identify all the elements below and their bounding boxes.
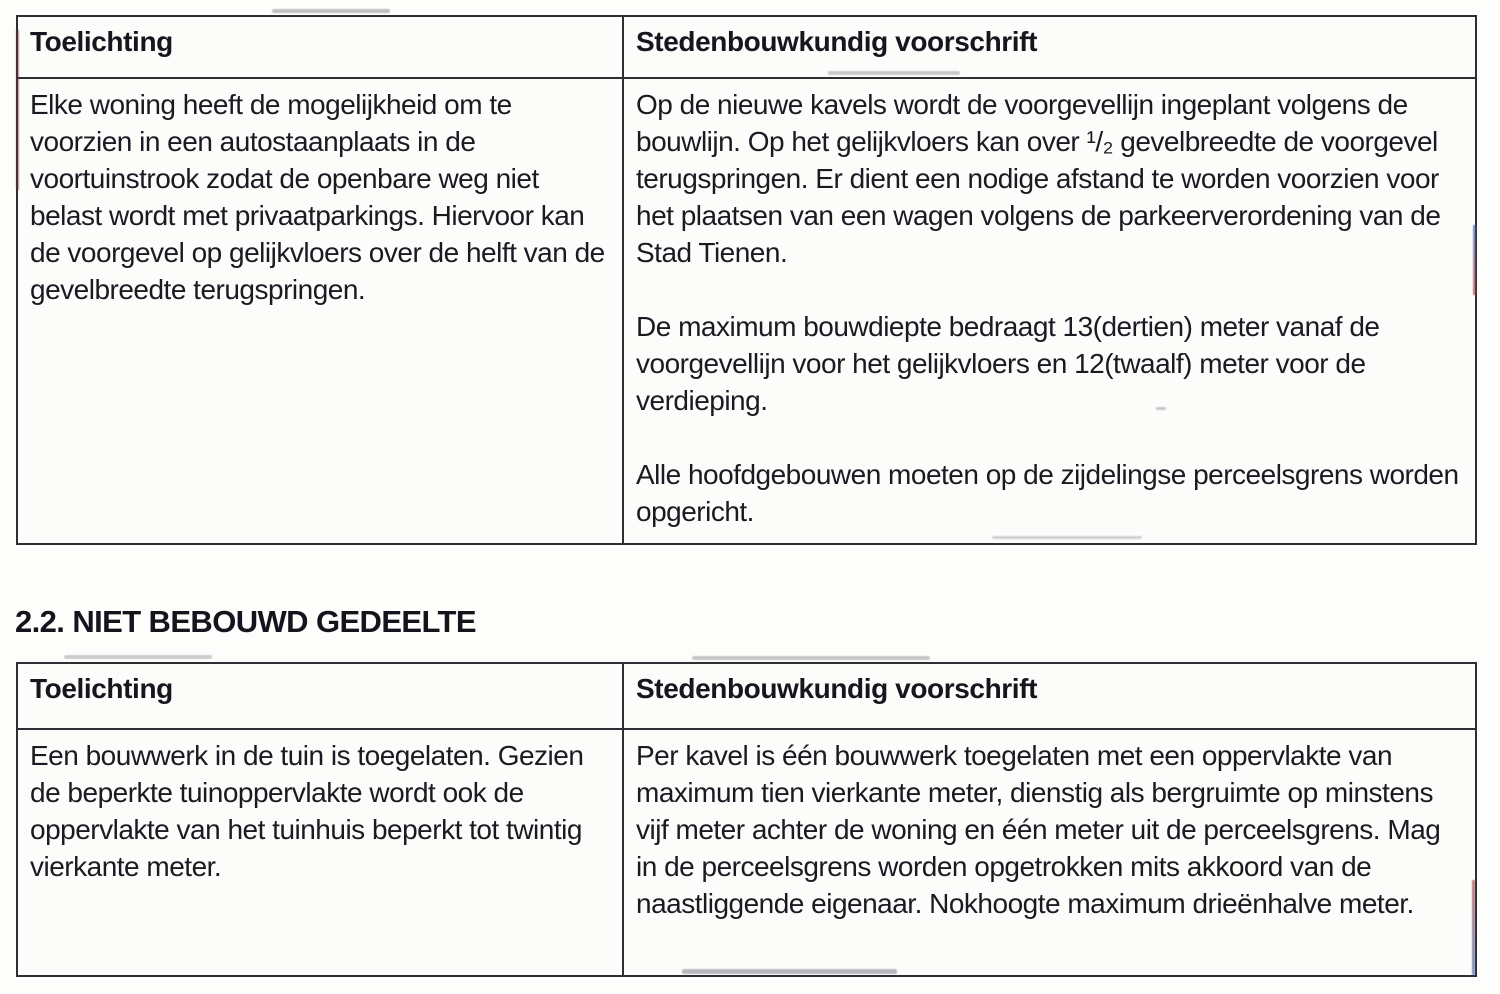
cell-toelichting — [17, 78, 623, 544]
scan-artifact — [1156, 407, 1166, 410]
table-bebouwd-gedeelte — [16, 15, 1477, 545]
scan-artifact — [692, 656, 930, 660]
scan-color-fringe — [1472, 880, 1475, 975]
scan-artifact — [828, 71, 960, 75]
scan-artifact — [272, 9, 390, 13]
voorschrift-paragraph: Per kavel is één bouwwerk toegelaten met een oppervlakte van maximum tien vierkante meter, dienstig als bergruimte op minstens vijf meter achter de woning en één meter uit de perceelsgrens. Mag in de perceelsgrens worden opgetrokken mits akkoord van de naastliggende eigenaar. Nokhoogte maximum drieënhalve meter. — [636, 740, 1441, 919]
voorschrift-paragraph: Op de nieuwe kavels wordt de voorgevellijn ingeplant volgens de bouwlijn. Op het gelijkvloers kan over ¹/₂ gevelbreedte de voorgevel terugspringen. Er dient een nodige afstand te worden voorzien voor het plaatsen van een wagen volgens de parkeerverordening van de Stad Tienen. — [636, 89, 1441, 268]
scan-artifact — [992, 536, 1142, 539]
voorschrift-paragraph: De maximum bouwdiepte bedraagt 13(dertien) meter vanaf de voorgevellijn voor het gelijkvloers en 12(twaalf) meter voor de verdieping. — [636, 311, 1380, 416]
scan-color-fringe — [16, 30, 19, 190]
column-header-toelichting: Toelichting — [17, 16, 623, 78]
column-header-voorschrift: Stedenbouwkundig voorschrift — [623, 663, 1476, 729]
table-niet-bebouwd-gedeelte — [16, 662, 1477, 977]
table-body-row — [17, 729, 1476, 976]
table-header-row — [17, 663, 1476, 729]
scan-color-fringe — [1473, 225, 1476, 295]
table-header-row — [17, 16, 1476, 78]
toelichting-paragraph: Elke woning heeft de mogelijkheid om te voorzien in een autostaanplaats in de voortuinstrook zodat de openbare weg niet belast wordt met privaatparkings. Hiervoor kan de voorgevel op gelijkvloers over de helft van de gevelbreedte terugspringen. — [30, 89, 605, 305]
table-body-row — [17, 78, 1476, 544]
scan-artifact — [64, 655, 212, 659]
section-heading-niet-bebouwd-gedeelte: 2.2. NIET BEBOUWD GEDEELTE — [15, 604, 476, 639]
cell-toelichting — [17, 729, 623, 976]
voorschrift-paragraph: Alle hoofdgebouwen moeten op de zijdelingse perceelsgrens worden opgericht. — [636, 459, 1459, 527]
cell-voorschrift — [623, 78, 1476, 544]
column-header-toelichting: Toelichting — [17, 663, 623, 729]
cell-voorschrift — [623, 729, 1476, 976]
toelichting-paragraph: Een bouwwerk in de tuin is toegelaten. Gezien de beperkte tuinoppervlakte wordt ook de oppervlakte van het tuinhuis beperkt tot twintig vierkante meter. — [30, 740, 584, 882]
scan-artifact — [682, 969, 897, 974]
column-header-voorschrift: Stedenbouwkundig voorschrift — [623, 16, 1476, 78]
